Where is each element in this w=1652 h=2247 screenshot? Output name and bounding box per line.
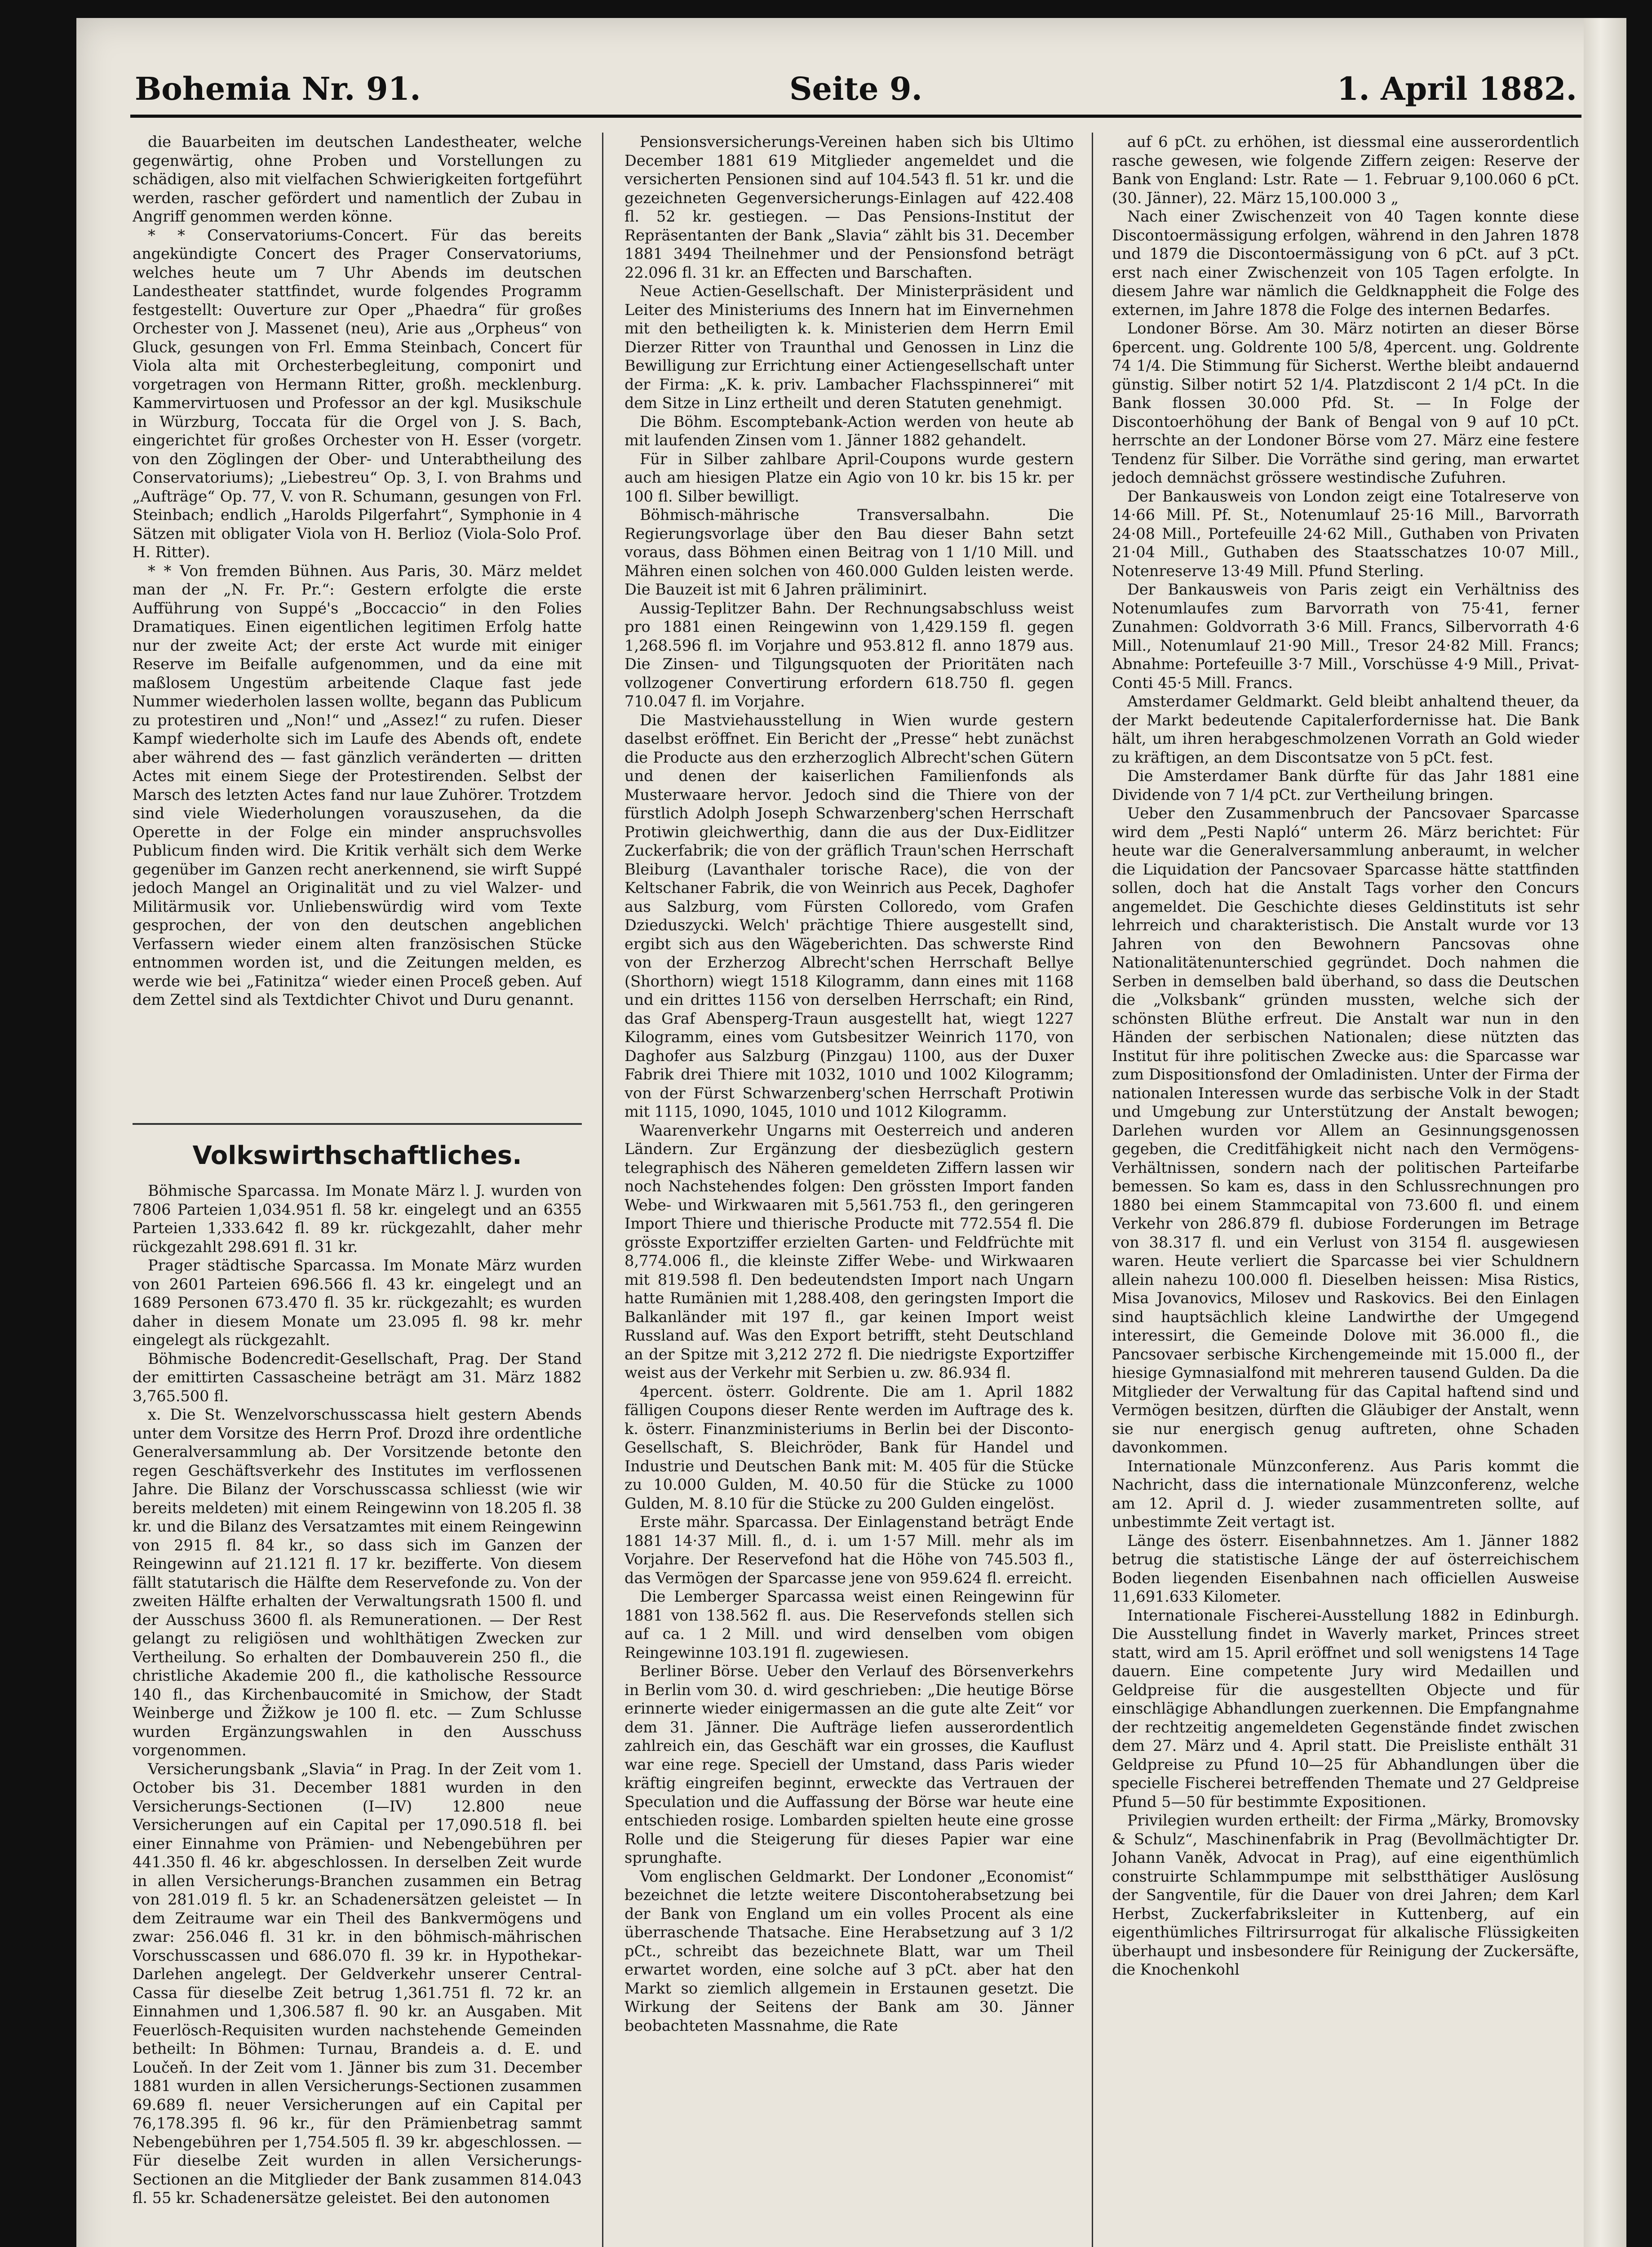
column-2: [624, 133, 1074, 2247]
column-rule: [602, 133, 603, 2247]
paragraph: Privilegien wurden ertheilt: der Firma „Märky, Bromovsky & Schulz“, Maschinenfabrik in Prag (Bevollmächtigter Dr. Johann Vaněk, Advocat in Prag), auf eine eigenthümlich construirte Schlammpumpe mit selbstthätiger Auslösung der Sangventile, für die Dauer von drei Jahren; dem Karl Herbst, Zuckerfabriksleiter in Kuttenberg, auf ein eigenthümliches Filtrirsurrogat für alkalische Flüssigkeiten überhaupt und insbesondere für Reinigung der Zuckersäfte, die Knochenkohl: [1112, 1812, 1579, 1978]
newspaper-issue: Bohemia Nr. 91.: [135, 70, 421, 107]
paragraph: Prager städtische Sparcassa. Im Monate März wurden von 2601 Parteien 696.566 fl. 43 kr. eingelegt und an 1689 Personen 673.470 fl. 35 kr. rückgezahlt; es wurden daher in diesem Monate um 23.095 fl. 98 kr. mehr eingelegt als rückgezahlt.: [133, 1257, 582, 1349]
section-title: Volkswirthschaftliches.: [192, 1141, 522, 1170]
paragraph: Aussig-Teplitzer Bahn. Der Rechnungsabschluss weist pro 1881 einen Reingewinn von 1,429.159 fl. gegen 1,268.596 fl. im Vorjahre und 953.812 fl. anno 1879 aus. Die Zinsen- und Tilgungsquoten der Prioritäten nach vollzogener Convertirung erfordern 618.750 fl. gegen 710.047 fl. im Vorjahre.: [624, 599, 1074, 710]
paragraph: Internationale Fischerei-Ausstellung 1882 in Edinburgh. Die Ausstellung findet in Waverly market, Princes street statt, wird am 15. April eröffnet und soll wenigstens 14 Tage dauern. Eine competente Jury wird Medaillen und Geldpreise für die ausgestellten Objecte und für einschlägige Abhandlungen zuerkennen. Die Empfangnahme der rechtzeitig angemeldeten Gegenstände findet zwischen dem 27. März und 4. April statt. Die Preisliste enthält 31 Geldpreise zu Pfund 10—25 für Abhandlungen über die specielle Fischerei betreffenden Themate und 27 Geldpreise Pfund 5—50 für bestimmte Expositionen.: [1112, 1606, 1579, 1811]
paragraph: Der Bankausweis von London zeigt eine Totalreserve von 14·66 Mill. Pf. St., Notenumlauf 25·16 Mill., Barvorrath 24·08 Mill., Portefeuille 24·62 Mill., Guthaben von Privaten 21·04 Mill., Guthaben des Staatsschatzes 10·07 Mill., Notenreserve 13·49 Mill. Pfund Sterling.: [1112, 487, 1579, 580]
column-1: [133, 133, 582, 2247]
paragraph: * * Von fremden Bühnen. Aus Paris, 30. März meldet man der „N. Fr. Pr.“: Gestern erfolgte die erste Aufführung von Suppé's „Boccaccio“ in den Folies Dramatiques. Einen eigentlichen legitimen Erfolg hatte nur der zweite Act; der erste Act wurde mit einiger Reserve im Beifalle aufgenommen, und da eine mit maßlosem Ungestüm arbeitende Claque fast jede Nummer wiederholen lassen wollte, begann das Publicum zu protestiren und „Non!“ und „Assez!“ zu rufen. Dieser Kampf wiederholte sich im Laufe des Abends oft, endete aber während des — fast gänzlich veränderten — dritten Actes mit einem Siege der Protestirenden. Selbst der Marsch des letzten Actes fand nur laue Zuhörer. Trotzdem sind viele Wiederholungen vorauszusehen, da die Operette in der Folge ein minder anspruchsvolles Publicum finden wird. Die Kritik verhält sich dem Werke gegenüber im Ganzen recht anerkennend, sie wirft Suppé jedoch Mangel an Originalität und zu viel Walzer- und Militärmusik vor. Unliebenswürdig wird vom Texte gesprochen, der von den deutschen angeblichen Verfassern wieder einem alten französischen Stücke entnommen worden ist, und die Zeitungen melden, es werde wie bei „Fatinitza“ wieder einen Proceß geben. Auf dem Zettel sind als Textdichter Chivot und Duru genannt.: [133, 562, 582, 1008]
column-3: [1112, 133, 1579, 2247]
paragraph: Versicherungsbank „Slavia“ in Prag. In der Zeit vom 1. October bis 31. December 1881 wurden in den Versicherungs-Sectionen (I—IV) 12.800 neue Versicherungen auf ein Capital per 17,090.518 fl. bei einer Einnahme von Prämien- und Nebengebühren per 441.350 fl. 46 kr. abgeschlossen. In derselben Zeit wurde in allen Versicherungs-Branchen zusammen ein Betrag von 281.019 fl. 5 kr. an Schadenersätzen geleistet — In dem Zeitraume war ein Theil des Bankvermögens und zwar: 256.046 fl. 31 kr. in den böhmisch-mährischen Vorschusscassen und 686.070 fl. 39 kr. in Hypothekar-Darlehen angelegt. Der Geldverkehr unserer Central-Cassa für dieselbe Zeit betrug 1,361.751 fl. 72 kr. an Einnahmen und 1,306.587 fl. 90 kr. an Ausgaben. Mit Feuerlösch-Requisiten wurden nachstehende Gemeinden betheilt: In Böhmen: Turnau, Brandeis a. d. E. und Loučeň. In der Zeit vom 1. Jänner bis zum 31. December 1881 wurden in allen Versicherungs-Sectionen zusammen 69.689 fl. neuer Versicherungen auf ein Capital per 76,178.395 fl. 96 kr., für den Prämienbetrag sammt Nebengebühren per 1,754.505 fl. 39 kr. abgeschlossen. — Für dieselbe Zeit wurden in allen Versicherungs-Sectionen an die Mitglieder der Bank zusammen 814.043 fl. 55 kr. Schadenersätze geleistet. Bei den autonomen: [133, 1760, 582, 2207]
paragraph: Die Böhm. Escomptebank-Action werden von heute ab mit laufenden Zinsen vom 1. Jänner 1882 gehandelt.: [624, 413, 1074, 449]
paragraph: Amsterdamer Geldmarkt. Geld bleibt anhaltend theuer, da der Markt bedeutende Capitalerfordernisse hat. Die Bank hält, um ihren herabgeschmolzenen Vorrath an Gold wieder zu kräftigen, an dem Discontsatze von 5 pCt. fest.: [1112, 693, 1579, 766]
paragraph: 4percent. österr. Goldrente. Die am 1. April 1882 fälligen Coupons dieser Rente werden im Auftrage des k. k. österr. Finanzministeriums in Berlin bei der Disconto-Gesellschaft, S. Bleichröder, Bank für Handel und Industrie und Deutschen Bank mit: M. 405 für die Stücke zu 10.000 Gulden, M. 40.50 für die Stücke zu 1000 Gulden, M. 8.10 für die Stücke zu 200 Gulden eingelöst.: [624, 1382, 1074, 1512]
paragraph: Der Bankausweis von Paris zeigt ein Verhältniss des Notenumlaufes zum Barvorrath von 75·41, ferner Zunahmen: Goldvorrath 3·6 Mill. Francs, Silbervorrath 4·6 Mill., Notenumlauf 21·90 Mill., Tresor 24·82 Mill. Francs; Abnahme: Portefeuille 3·7 Mill., Vorschüsse 4·9 Mill., Privat-Conti 45·5 Mill. Francs.: [1112, 581, 1579, 692]
paragraph: Nach einer Zwischenzeit von 40 Tagen konnte diese Discontoermässigung erfolgen, während in den Jahren 1878 und 1879 die Discontoermässigung von 6 pCt. auf 3 pCt. erst nach einer Zwischenzeit von 105 Tagen erfolgte. In diesem Jahre war nämlich die Geldknappheit die Folge des externen, im Jahre 1878 die Folge des internen Bedarfes.: [1112, 208, 1579, 319]
issue-date: 1. April 1882.: [1337, 70, 1577, 107]
paragraph: Böhmische Bodencredit-Gesellschaft, Prag. Der Stand der emittirten Cassascheine beträgt am 31. März 1882 3,765.500 fl.: [133, 1350, 582, 1405]
economy-section: [133, 1181, 582, 2247]
newspaper-page: [76, 18, 1626, 2247]
section-divider: [133, 1123, 582, 1125]
paragraph: Böhmisch-mährische Transversalbahn. Die Regierungsvorlage über den Bau dieser Bahn setzt voraus, dass Böhmen einen Beitrag von 1 1/10 Mill. und Mähren einen solchen von 460.000 Gulden leisten werde. Die Bauzeit ist mit 6 Jahren präliminirt.: [624, 506, 1074, 598]
paragraph: Die Mastviehausstellung in Wien wurde gestern daselbst eröffnet. Ein Bericht der „Presse“ hebt zunächst die Producte aus den erzherzoglich Albrecht'schen Gütern und denen der kaiserlichen Familienfonds als Musterwaare hervor. Jedoch sind die Thiere von der fürstlich Adolph Joseph Schwarzenberg'schen Herrschaft Protiwin gleichwerthig, dann die aus der Dux-Eidlitzer Zuckerfabrik; die von der gräflich Traun'schen Herrschaft Bleiburg (Lavanthaler torische Race), die von der Keltschaner Fabrik, die von Weinrich aus Pecek, Daghofer aus Salzburg, vom Fürsten Colloredo, vom Grafen Dzieduszycki. Welch' prächtige Thiere ausgestellt sind, ergibt sich aus den Wägeberichten. Das schwerste Rind von der Erzherzog Albrecht'schen Herrschaft Bellye (Shorthorn) wiegt 1518 Kilogramm, dann eines mit 1168 und ein drittes 1156 von derselben Herrschaft; ein Rind, das Graf Abensperg-Traun ausgestellt hat, wiegt 1227 Kilogramm, eines vom Gutsbesitzer Weinrich 1170, von Daghofer aus Salzburg (Pinzgau) 1100, aus der Duxer Fabrik drei Thiere mit 1032, 1010 und 1002 Kilogramm; von der Fürst Schwarzenberg'schen Herrschaft Protiwin mit 1115, 1090, 1045, 1010 und 1012 Kilogramm.: [624, 711, 1074, 1120]
paragraph: Internationale Münzconferenz. Aus Paris kommt die Nachricht, dass die internationale Münzconferenz, welche am 12. April d. J. wieder zusammentreten sollte, auf unbestimmte Zeit vertagt ist.: [1112, 1457, 1579, 1531]
page-number: Seite 9.: [789, 70, 922, 107]
page-header: [130, 56, 1581, 118]
paragraph: Die Amsterdamer Bank dürfte für das Jahr 1881 eine Dividende von 7 1/4 pCt. zur Vertheilung bringen.: [1112, 767, 1579, 804]
paragraph: Länge des österr. Eisenbahnnetzes. Am 1. Jänner 1882 betrug die statistische Länge der auf österreichischem Boden liegenden Eisenbahnen nach officiellen Ausweise 11,691.633 Kilometer.: [1112, 1532, 1579, 1605]
column-rule: [1092, 133, 1093, 2247]
paragraph: auf 6 pCt. zu erhöhen, ist diessmal eine ausserordentlich rasche gewesen, wie folgende Ziffern zeigen: Reserve der Bank von England: Lstr. Rate — 1. Februar 9,100.060 6 pCt. (30. Jänner), 22. März 15,100.000 3 „: [1112, 133, 1579, 207]
paragraph: x. Die St. Wenzelvorschusscassa hielt gestern Abends unter dem Vorsitze des Herrn Prof. Drozd ihre ordentliche Generalversammlung ab. Der Vorsitzende betonte den regen Geschäftsverkehr des Institutes im verflossenen Jahre. Die Bilanz der Vorschusscassa schliesst (wie wir bereits meldeten) mit einem Reingewinn von 18.205 fl. 38 kr. und die Bilanz des Versatzamtes mit einem Reingewinn von 2915 fl. 84 kr., so dass sich im Ganzen der Reingewinn auf 21.121 fl. 17 kr. bezifferte. Von diesem fällt statutarisch die Hälfte dem Reservefonde zu. Von der zweiten Hälfte erhalten der Verwaltungsrath 1500 fl. und der Ausschuss 3600 fl. als Remunerationen. — Der Rest gelangt zu religiösen und wohlthätigen Zwecken zur Vertheilung. So erhalten der Dombauverein 250 fl., die christliche Akademie 200 fl., die katholische Ressource 140 fl., das Kirchenbaucomité in Smichow, der Stadt Weinberge und Žižkow je 100 fl. etc. — Zum Schlusse wurden Ergänzungswahlen in den Ausschuss vorgenommen.: [133, 1406, 582, 1759]
paragraph: Waarenverkehr Ungarns mit Oesterreich und anderen Ländern. Zur Ergänzung der diesbezüglich gestern telegraphisch des Näheren gemeldeten Ziffern lassen wir noch Nachstehendes folgen: Den grössten Import fanden Webe- und Wirkwaaren mit 5,561.753 fl., den geringeren Import Thiere und thierische Producte mit 772.554 fl. Die grösste Exportziffer erzielten Garten- und Feldfrüchte mit 8,774.006 fl., die kleinste Ziffer Webe- und Wirkwaaren mit 819.598 fl. Den bedeutendsten Import nach Ungarn hatte Rumänien mit 1,288.408, den geringsten Import die Balkanländer mit 197 fl., gar keinen Import weist Russland auf. Was den Export betrifft, steht Deutschland an der Spitze mit 3,212 272 fl. Die niedrigste Exportziffer weist aus der Verkehr mit Serbien u. zw. 86.934 fl.: [624, 1121, 1074, 1381]
paragraph: Böhmische Sparcassa. Im Monate März l. J. wurden von 7806 Parteien 1,034.951 fl. 58 kr. eingelegt und an 6355 Parteien 1,333.642 fl. 89 kr. rückgezahlt, daher mehr rückgezahlt 298.691 fl. 31 kr.: [133, 1182, 582, 1256]
paragraph: Pensionsversicherungs-Vereinen haben sich bis Ultimo December 1881 619 Mitglieder angemeldet und die versicherten Pensionen sind auf 104.543 fl. 51 kr. und die gezeichneten Gegenversicherungs-Einlagen auf 422.408 fl. 52 kr. gestiegen. — Das Pensions-Institut der Repräsentanten der Bank „Slavia“ zählt bis 31. December 1881 3494 Theilnehmer und der Pensionsfond beträgt 22.096 fl. 31 kr. an Effecten und Barschaften.: [624, 133, 1074, 281]
page-edge: [1584, 18, 1626, 2247]
paragraph: Neue Actien-Gesellschaft. Der Ministerpräsident und Leiter des Ministeriums des Innern hat im Einvernehmen mit den betheiligten k. k. Ministerien dem Herrn Emil Dierzer Ritter von Traunthal und Genossen in Linz die Bewilligung zur Errichtung einer Actiengesellschaft unter der Firma: „K. k. priv. Lambacher Flachsspinnerei“ mit dem Sitze in Linz ertheilt und deren Statuten genehmigt.: [624, 282, 1074, 412]
paragraph: * * Conservatoriums-Concert. Für das bereits angekündigte Concert des Prager Conservatoriums, welches heute um 7 Uhr Abends im deutschen Landestheater stattfindet, wurde folgendes Programm festgestellt: Ouverture zur Oper „Phaedra“ für großes Orchester von J. Massenet (neu), Arie aus „Orpheus“ von Gluck, gesungen von Frl. Emma Steinbach, Concert für Viola alta mit Orchesterbegleitung, componirt und vorgetragen von Hermann Ritter, großh. mecklenburg. Kammervirtuosen und Professor an der kgl. Musikschule in Würzburg, Toccata für die Orgel von J. S. Bach, eingerichtet für großes Orchester von H. Esser (vorgetr. von den Zöglingen der Ober- und Unterabtheilung des Conservatoriums); „Liebestreu“ Op. 3, I. von Brahms und „Aufträge“ Op. 77, V. von R. Schumann, gesungen von Frl. Steinbach; endlich „Harolds Pilgerfahrt“, Symphonie in 4 Sätzen mit obligater Viola von H. Berlioz (Viola-Solo Prof. H. Ritter).: [133, 226, 582, 561]
paragraph: Die Lemberger Sparcassa weist einen Reingewinn für 1881 von 138.562 fl. aus. Die Reservefonds stellen sich auf ca. 1 2 Mill. und wird denselben vom obigen Reingewinne 103.191 fl. zugewiesen.: [624, 1588, 1074, 1661]
paragraph: Londoner Börse. Am 30. März notirten an dieser Börse 6percent. ung. Goldrente 100 5/8, 4percent. ung. Goldrente 74 1/4. Die Stimmung für Sicherst. Werthe bleibt andauernd günstig. Silber notirt 52 1/4. Platzdiscont 2 1/4 pCt. In die Bank flossen 30.000 Pfd. St. — In Folge der Discontoerhöhung der Bank of Bengal von 9 auf 10 pCt. herrschte an der Londoner Börse vom 27. März eine festere Tendenz für Silber. Die Vorräthe sind gering, man erwartet jedoch demnächst grössere westindische Zufuhren.: [1112, 320, 1579, 486]
paragraph: Erste mähr. Sparcassa. Der Einlagenstand beträgt Ende 1881 14·37 Mill. fl., d. i. um 1·57 Mill. mehr als im Vorjahre. Der Reservefond hat die Höhe von 745.503 fl., das Vermögen der Sparcasse jene von 959.624 fl. erreicht.: [624, 1513, 1074, 1587]
paragraph: Für in Silber zahlbare April-Coupons wurde gestern auch am hiesigen Platze ein Agio von 10 kr. bis 15 kr. per 100 fl. Silber bewilligt.: [624, 450, 1074, 505]
paragraph: Vom englischen Geldmarkt. Der Londoner „Economist“ bezeichnet die letzte weitere Discontoherabsetzung bei der Bank von England um ein volles Procent als eine überraschende Thatsache. Eine Herabsetzung auf 3 1/2 pCt., schreibt das bezeichnete Blatt, war um Theil erwartet worden, eine solche auf 3 pCt. aber hat den Markt so ziemlich allgemein in Erstaunen gesetzt. Die Wirkung der Seitens der Bank am 30. Jänner beobachteten Massnahme, die Rate: [624, 1867, 1074, 2034]
paragraph: Berliner Börse. Ueber den Verlauf des Börsenverkehrs in Berlin vom 30. d. wird geschrieben: „Die heutige Börse erinnerte wieder einigermassen an die gute alte Zeit“ vor dem 31. Jänner. Die Aufträge liefen ausserordentlich zahlreich ein, das Geschäft war ein grosses, die Kauflust war eine rege. Speciell der Umstand, dass Paris wieder kräftig eingreifen beginnt, erweckte das Vertrauen der Speculation und die Auffassung der Börse war heute eine entschieden rosige. Lombarden spielten heute eine grosse Rolle und die Steigerung für dieses Papier war eine sprunghafte.: [624, 1662, 1074, 1866]
paragraph: die Bauarbeiten im deutschen Landestheater, welche gegenwärtig, ohne Proben und Vorstellungen zu schädigen, also mit vielfachen Schwierigkeiten fortgeführt werden, rascher gefördert und namentlich der Zubau in Angriff genommen werden könne.: [133, 133, 582, 225]
paragraph: Ueber den Zusammenbruch der Pancsovaer Sparcasse wird dem „Pesti Napló“ unterm 26. März berichtet: Für heute war die Generalversammlung anberaumt, in welcher die Liquidation der Pancsovaer Sparcasse hätte stattfinden sollen, doch hat die Anstalt Tags vorher den Concurs angemeldet. Die Geschichte dieses Geldinstituts ist sehr lehrreich und charakteristisch. Die Anstalt wurde vor 13 Jahren von den Bewohnern Pancsovas ohne Nationalitätenunterschied gegründet. Doch nahmen die Serben in demselben bald überhand, so dass die Deutschen die „Volksbank“ gründen mussten, welche sich der schönsten Blüthe erfreut. Die Anstalt war nun in den Händen der serbischen Nationalen; diese nützten das Institut für ihre politischen Zwecke aus: die Sparcasse war zum Dispositionsfond der Omladinisten. Unter der Firma der nationalen Interessen wurde das serbische Volk in der Stadt und Umgebung zur Unterstützung der Anstalt bewogen; Darlehen wurden vor Allem an Gesinnungsgenossen gegeben, die Creditfähigkeit nicht nach den Vermögens-Verhältnissen, sondern nach der politischen Parteifarbe bemessen. So kam es, dass in den Schlussrechnungen pro 1880 bei einem Stammcapital von 73.600 fl. und einem Verkehr von 286.879 fl. dubiose Forderungen im Betrage von 38.317 fl. und ein Verlust von 3154 fl. ausgewiesen waren. Heute verliert die Sparcasse bei vier Schuldnern allein nahezu 100.000 fl. Dieselben heissen: Misa Ristics, Misa Jovanovics, Milosev und Raskovics. Bei den Einlagen sind hauptsächlich kleine Landwirthe der Umgegend interessirt, die Gemeinde Dolove mit 36.000 fl., die Pancsovaer serbische Kirchengemeinde mit 15.000 fl., der hiesige Gymnasialfond mit mehreren tausend Gulden. Da die Mitglieder der Verwaltung für das Capital haftend sind und Vermögen besitzen, dürften die Gläubiger der Anstalt, wenn sie nur energisch genug auftreten, ohne Schaden davonkommen.: [1112, 804, 1579, 1456]
feuilleton-section: [133, 133, 582, 1117]
